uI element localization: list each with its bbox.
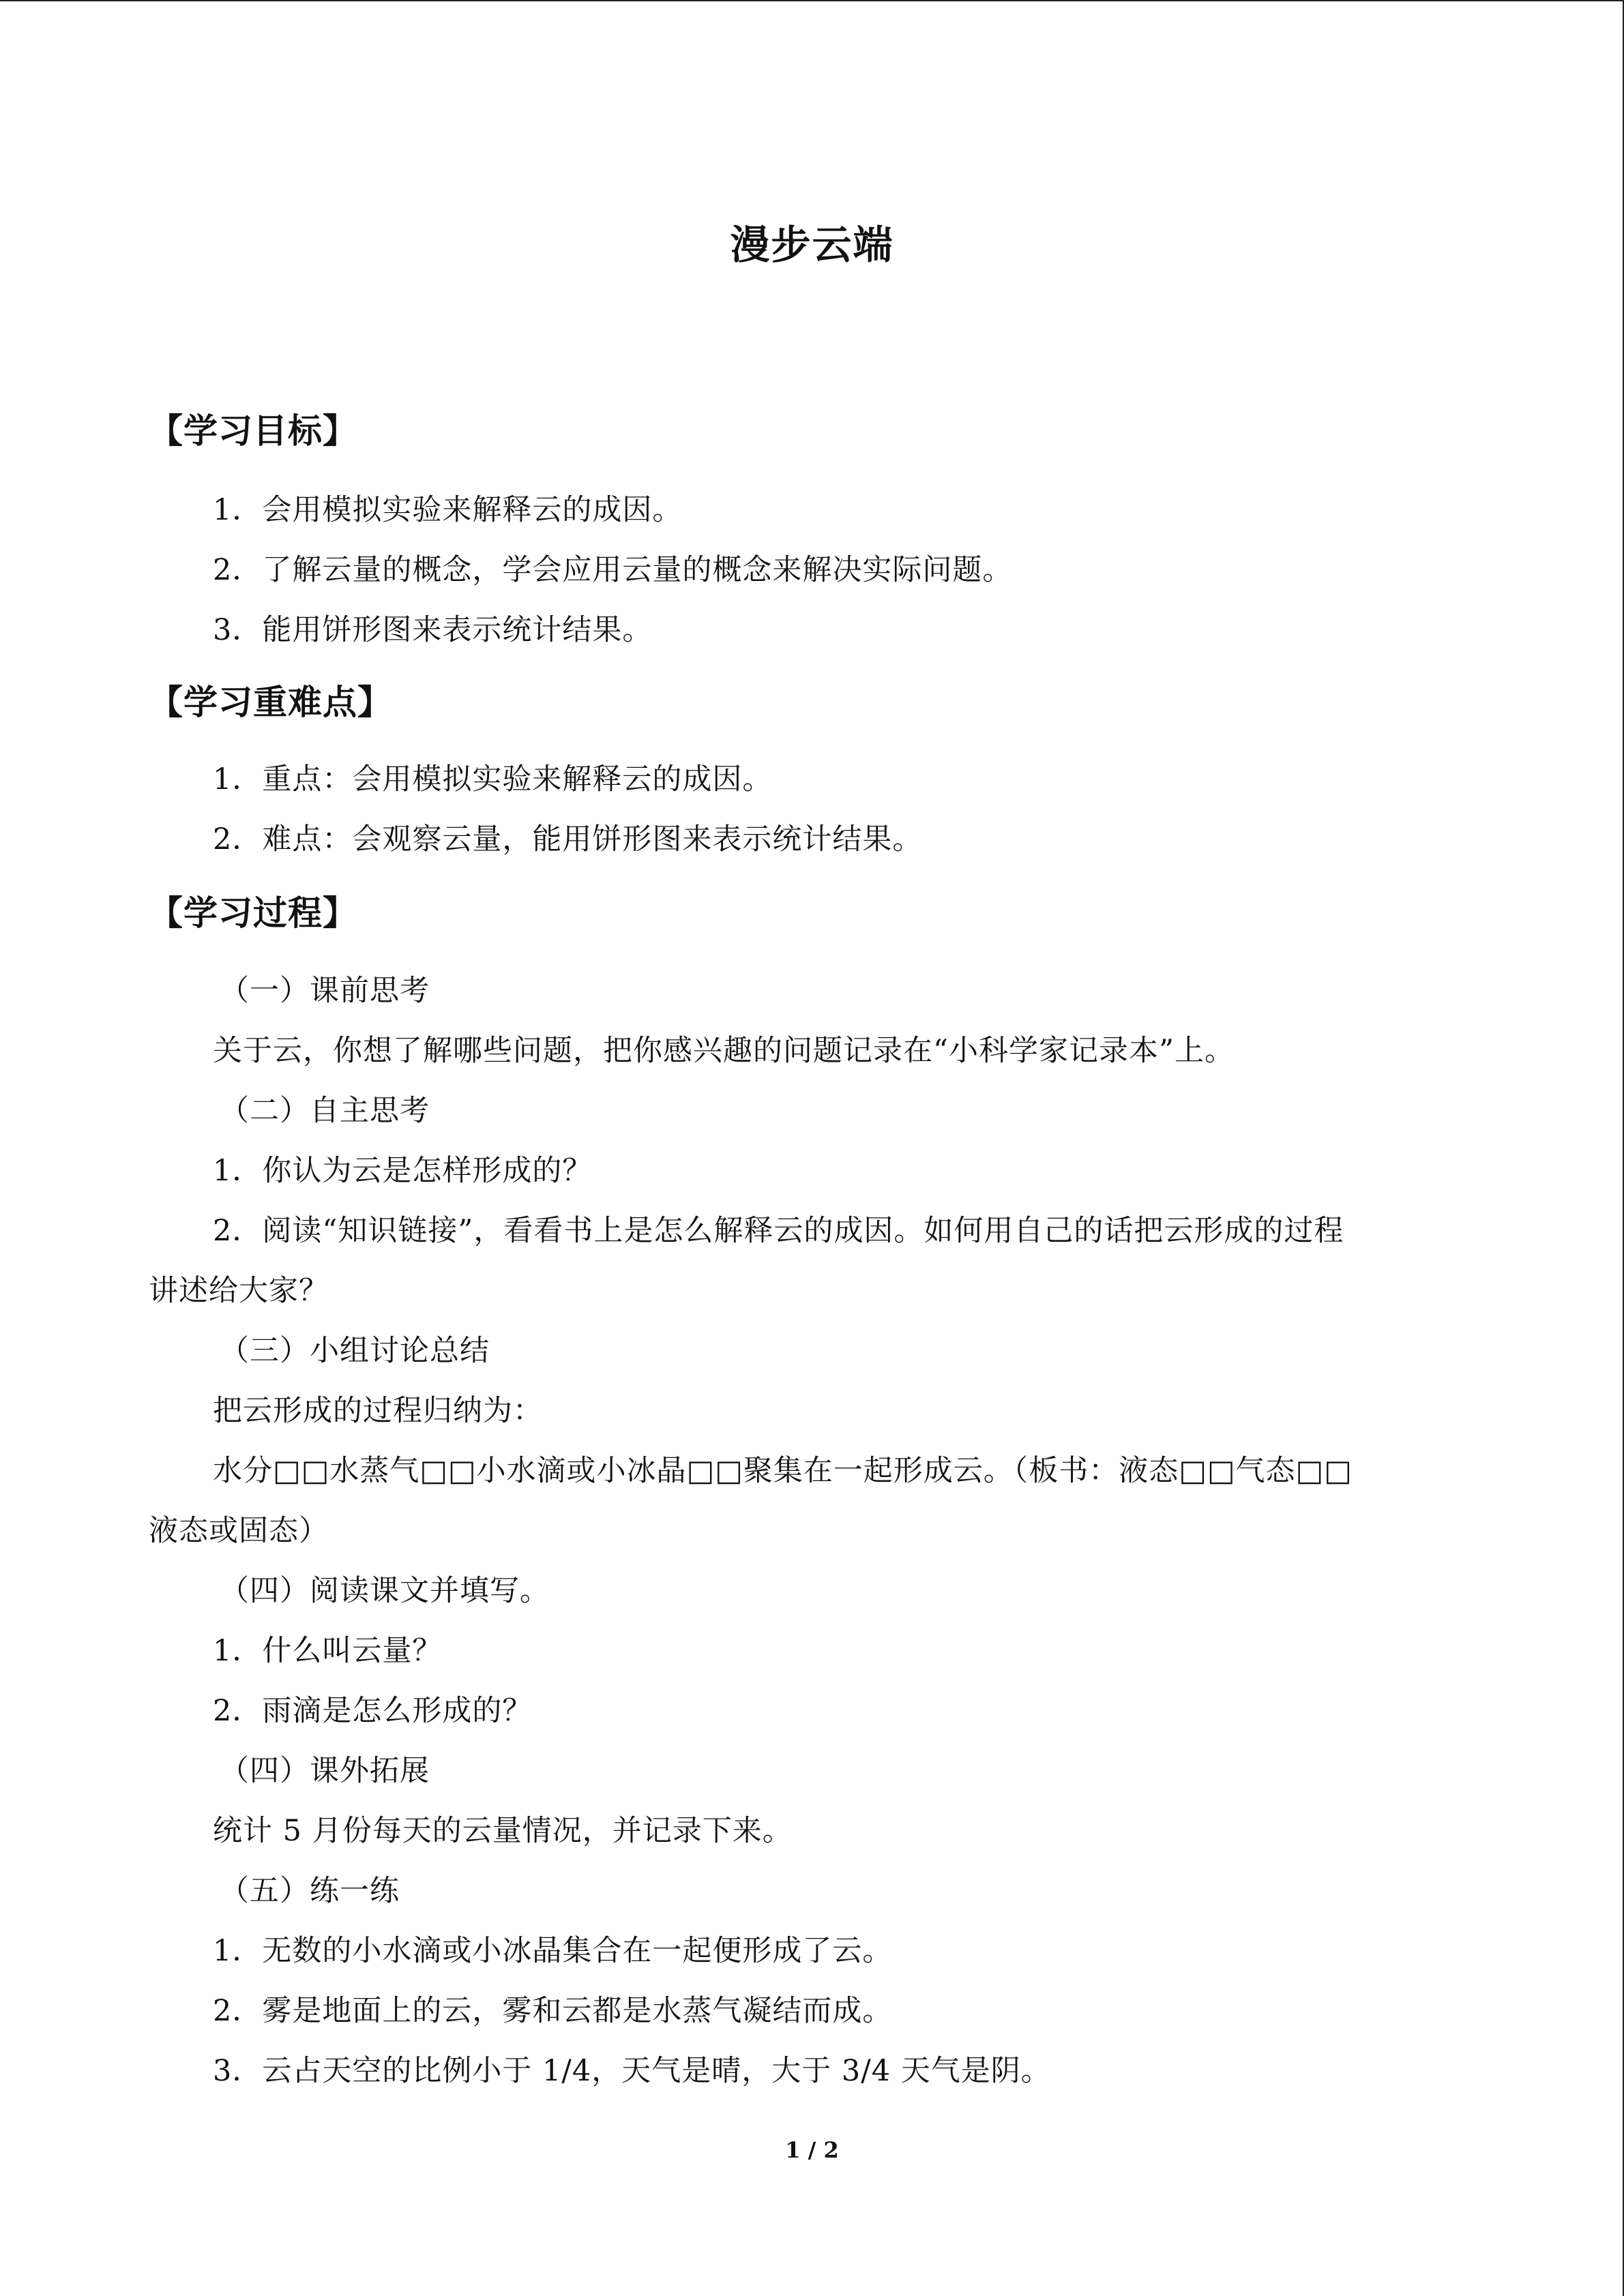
section-2-title: （二）自主思考	[220, 1094, 430, 1128]
section-1-text: 关于云，你想了解哪些问题，把你感兴趣的问题记录在“小科学家记录本”上。	[213, 1034, 1235, 1068]
section-4-question-2: 2．雨滴是怎么形成的？	[213, 1694, 533, 1728]
section-1-title: （一）课前思考	[220, 974, 430, 1008]
section-2-question-1: 1．你认为云是怎样形成的？	[213, 1154, 593, 1188]
page-number: 1 / 2	[785, 2137, 839, 2163]
section-2-question-2-line-1: 2．阅读“知识链接”，看看书上是怎么解释云的成因。如何用自己的话把云形成的过程	[213, 1214, 1344, 1248]
section-3-text-line-2: 液态或固态）	[149, 1514, 329, 1548]
page-title: 漫步云端	[730, 222, 894, 268]
practice-item-3: 3．云占天空的比例小于 1/4，天气是晴，大于 3/4 天气是阴。	[213, 2054, 1051, 2088]
section-6-title: （五）练一练	[220, 1874, 400, 1908]
practice-item-2: 2．雾是地面上的云，雾和云都是水蒸气凝结而成。	[213, 1994, 893, 2028]
section-4-question-1: 1．什么叫云量？	[213, 1634, 443, 1668]
section-4-title: （四）阅读课文并填写。	[220, 1574, 550, 1608]
objective-item-2: 2．了解云量的概念，学会应用云量的概念来解决实际问题。	[213, 553, 1013, 587]
section-3-title: （三）小组讨论总结	[220, 1334, 490, 1368]
section-2-question-2-line-2: 讲述给大家？	[149, 1274, 329, 1308]
heading-process: 【学习过程】	[149, 893, 357, 933]
heading-key-points: 【学习重难点】	[149, 683, 392, 722]
section-5-title: （四）课外拓展	[220, 1754, 430, 1788]
section-3-text-line-1: 水分□□水蒸气□□小水滴或小冰晶□□聚集在一起形成云。（板书：液态□□气态□□	[213, 1454, 1353, 1488]
key-point-item-2: 2．难点：会观察云量，能用饼形图来表示统计结果。	[213, 822, 923, 856]
section-3-intro: 把云形成的过程归纳为：	[213, 1394, 543, 1428]
heading-objectives: 【学习目标】	[149, 411, 357, 451]
objective-item-1: 1．会用模拟实验来解释云的成因。	[213, 493, 683, 527]
practice-item-1: 1．无数的小水滴或小冰晶集合在一起便形成了云。	[213, 1934, 893, 1968]
key-point-item-1: 1．重点：会用模拟实验来解释云的成因。	[213, 762, 773, 796]
section-5-text: 统计 5 月份每天的云量情况，并记录下来。	[213, 1814, 793, 1848]
objective-item-3: 3．能用饼形图来表示统计结果。	[213, 613, 653, 647]
